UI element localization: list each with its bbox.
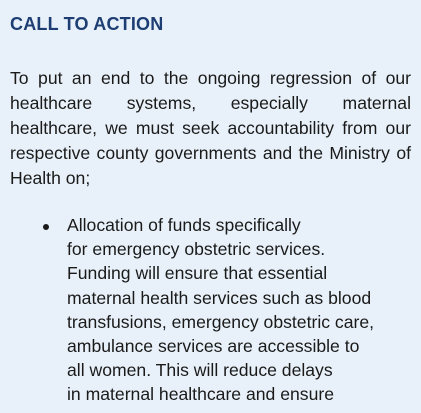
bullet-line: Allocation of funds specifically [67, 215, 301, 235]
bullet-line: all women. This will reduce delays [67, 360, 333, 381]
bullet-line: for emergency obstetric services. [67, 239, 326, 260]
bullet-text [67, 213, 397, 407]
bullet-line: transfusions, emergency obstetric care, [67, 311, 375, 332]
bullet-line: Funding will ensure that essential [67, 263, 328, 284]
bullet-list [10, 213, 411, 407]
bullet-line: ambulance services are accessible to [67, 336, 360, 357]
bullet-icon [43, 224, 49, 230]
bullet-line: in maternal healthcare and ensure [67, 384, 335, 405]
bullet-line: maternal health services such as blood [67, 287, 372, 308]
section-heading: CALL TO ACTION [10, 14, 164, 34]
list-item [10, 213, 411, 407]
intro-paragraph: To put an end to the ongoing regression of our healthcare systems, especially maternal healthcare, we must seek accountability from our respective county governments and the Ministry of Health on; [10, 68, 411, 188]
